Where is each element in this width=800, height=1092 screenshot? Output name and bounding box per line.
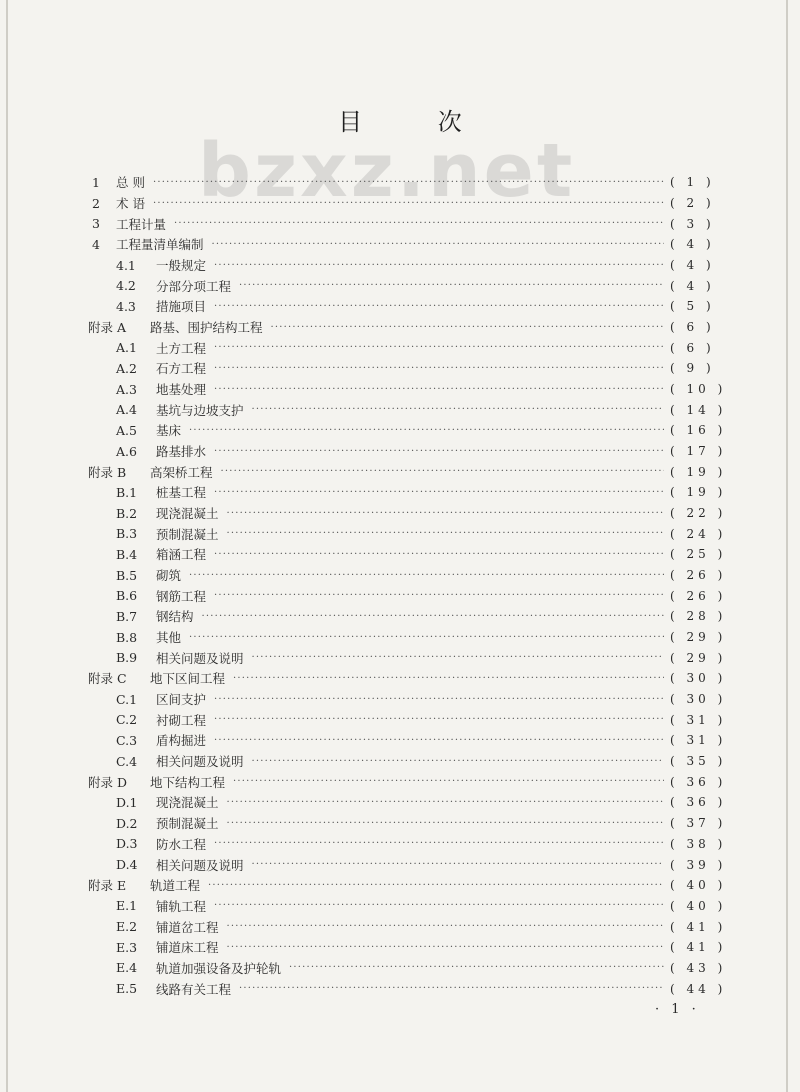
toc-entry-page: ( 25 ): [670, 547, 727, 562]
toc-entry[interactable]: [0, 358, 800, 379]
toc-entry-page: ( 6 ): [670, 320, 715, 335]
toc-entry-label: 基坑与边坡支护: [156, 402, 244, 418]
toc-entry-label: 铺轨工程: [156, 898, 207, 914]
toc-entry-page: ( 36 ): [670, 774, 727, 789]
toc-entry-page: ( 26 ): [670, 588, 727, 603]
toc-entry-page: ( 37 ): [670, 816, 727, 831]
toc-entry-number: A.4: [116, 402, 137, 418]
toc-entry-label: 铺道岔工程: [156, 919, 219, 935]
dot-leader: [214, 342, 664, 353]
toc-entry-number: 4.2: [116, 278, 136, 294]
dot-leader: [214, 900, 664, 911]
toc-entry-number: 附录 A: [88, 320, 127, 336]
toc-entry-page: ( 10 ): [670, 382, 727, 397]
toc-entry-page: ( 26 ): [670, 568, 727, 583]
toc-entry-page: ( 14 ): [670, 402, 727, 417]
toc-entry-page: ( 28 ): [670, 609, 727, 624]
toc-entry-page: ( 4 ): [670, 258, 715, 273]
toc-entry[interactable]: [0, 193, 800, 214]
toc-entry-label: 相关问题及说明: [156, 754, 244, 770]
dot-leader: [227, 921, 664, 932]
toc-entry-label: 地下区间工程: [150, 671, 226, 687]
toc-entry-number: B.8: [116, 629, 138, 645]
toc-entry-label: 现浇混凝土: [156, 795, 219, 811]
toc-entry[interactable]: [0, 213, 800, 234]
toc-entry-label: 预制混凝土: [156, 526, 219, 542]
toc-entry[interactable]: [0, 751, 800, 772]
toc-entry-number: E.4: [116, 960, 138, 976]
toc-entry-label: 总 则: [116, 175, 145, 191]
toc-entry-number: A.6: [116, 443, 137, 459]
toc-entry-number: 1: [92, 174, 100, 190]
toc-entry-number: 附录 B: [88, 464, 127, 480]
toc-entry[interactable]: [0, 730, 800, 751]
toc-entry-page: ( 44 ): [670, 981, 727, 996]
toc-entry-label: 相关问题及说明: [156, 857, 244, 873]
dot-leader: [252, 756, 664, 767]
toc-entry-page: ( 31 ): [670, 733, 727, 748]
toc-entry[interactable]: [0, 792, 800, 813]
toc-entry-number: B.9: [116, 650, 138, 666]
toc-entry-label: 线路有关工程: [156, 981, 232, 997]
toc-entry-number: B.6: [116, 588, 138, 604]
toc-entry-number: A.3: [116, 381, 137, 397]
toc-entry-number: A.5: [116, 422, 137, 438]
toc-entry-number: 4.3: [116, 298, 136, 314]
toc-entry-page: ( 4 ): [670, 278, 715, 293]
toc-entry-page: ( 36 ): [670, 795, 727, 810]
toc-entry[interactable]: [0, 441, 800, 462]
toc-entry-page: ( 30 ): [670, 671, 727, 686]
toc-entry-label: 术 语: [116, 196, 145, 211]
toc-entry-page: ( 31 ): [670, 712, 727, 727]
toc-entry-number: 附录 E: [88, 878, 127, 894]
toc-entry[interactable]: [0, 317, 800, 338]
toc-entry-number: B.4: [116, 546, 138, 562]
toc-entry-page: ( 19 ): [670, 485, 727, 500]
dot-leader: [252, 652, 664, 663]
toc-entry-number: B.2: [116, 505, 138, 521]
toc-entry-number: B.5: [116, 567, 138, 583]
toc-entry-page: ( 2 ): [670, 196, 715, 210]
dot-leader: [214, 838, 664, 849]
toc-entry-label: 路基排水: [156, 444, 207, 460]
dot-leader: [289, 962, 664, 973]
dot-leader: [271, 322, 664, 333]
watermark: bzxz.net: [198, 128, 576, 214]
toc-entry-label: 防水工程: [156, 836, 207, 852]
toc-entry-number: D.4: [116, 857, 138, 872]
toc-entry-number: C.3: [116, 732, 138, 748]
toc-entry[interactable]: [0, 709, 800, 730]
dot-leader: [227, 797, 664, 808]
toc-entry-number: C.1: [116, 691, 138, 707]
toc-entry-page: ( 38 ): [670, 836, 727, 851]
toc-entry[interactable]: [0, 379, 800, 400]
toc-entry[interactable]: [0, 503, 800, 524]
toc-entry-label: 箱涵工程: [156, 547, 207, 563]
toc-entry[interactable]: [0, 875, 800, 896]
toc-entry-number: C.4: [116, 753, 138, 769]
toc-entry[interactable]: [0, 234, 800, 255]
toc-entry-label: 铺道床工程: [156, 940, 219, 956]
toc-entry[interactable]: [0, 958, 800, 979]
toc-entry-page: ( 6 ): [670, 340, 715, 355]
dot-leader: [189, 425, 664, 436]
toc-entry-page: ( 1 ): [670, 175, 715, 190]
toc-entry-label: 高架桥工程: [150, 464, 213, 480]
toc-entry[interactable]: [0, 337, 800, 358]
toc-entry[interactable]: [0, 978, 800, 999]
toc-entry[interactable]: [0, 896, 800, 917]
toc-entry-number: B.7: [116, 608, 138, 624]
table-of-contents: [0, 172, 800, 999]
toc-entry-label: 相关问题及说明: [156, 650, 244, 666]
dot-leader: [227, 942, 664, 953]
toc-entry-page: ( 24 ): [670, 526, 727, 541]
dot-leader: [214, 714, 664, 725]
dot-leader: [214, 301, 664, 312]
toc-entry[interactable]: [0, 916, 800, 937]
toc-entry-number: D.3: [116, 836, 138, 852]
toc-entry[interactable]: [0, 255, 800, 276]
toc-entry-label: 路基、围护结构工程: [150, 320, 263, 336]
toc-entry[interactable]: [0, 834, 800, 855]
toc-entry[interactable]: [0, 420, 800, 441]
toc-entry-number: 附录 C: [88, 671, 127, 687]
dot-leader: [239, 280, 664, 291]
toc-entry-number: B.3: [116, 526, 138, 542]
toc-entry-label: 土方工程: [156, 340, 207, 356]
dot-leader: [214, 384, 664, 395]
toc-entry-label: 石方工程: [156, 361, 207, 377]
toc-entry[interactable]: [0, 937, 800, 958]
dot-leader: [214, 590, 664, 601]
dot-leader: [189, 632, 664, 643]
toc-entry-page: ( 22 ): [670, 506, 727, 521]
dot-leader: [214, 735, 664, 746]
toc-entry-label: 地下结构工程: [150, 774, 226, 790]
toc-entry-number: 2: [92, 195, 100, 211]
toc-entry-label: 基床: [156, 423, 182, 439]
toc-entry[interactable]: [0, 771, 800, 792]
toc-entry-label: 其他: [156, 630, 182, 646]
toc-entry[interactable]: [0, 565, 800, 586]
dot-leader: [208, 880, 664, 891]
dot-leader: [227, 508, 664, 519]
toc-entry-page: ( 29 ): [670, 650, 727, 665]
toc-entry-number: 4: [92, 236, 100, 252]
toc-entry-label: 现浇混凝土: [156, 506, 219, 522]
toc-entry-label: 钢结构: [156, 609, 194, 625]
toc-entry[interactable]: [0, 585, 800, 606]
page-number: · 1 ·: [655, 1002, 700, 1017]
dot-leader: [233, 776, 664, 787]
toc-entry-label: 地基处理: [156, 382, 207, 398]
toc-entry[interactable]: [0, 647, 800, 668]
dot-leader: [153, 198, 664, 209]
toc-entry-label: 工程量清单编制: [116, 237, 204, 253]
toc-entry-label: 轨道工程: [150, 878, 201, 894]
toc-entry[interactable]: [0, 606, 800, 627]
toc-entry-label: 砌筑: [156, 568, 182, 584]
toc-entry-page: ( 29 ): [670, 630, 727, 645]
dot-leader: [174, 218, 664, 229]
toc-entry[interactable]: [0, 627, 800, 648]
toc-entry-number: E.2: [116, 919, 138, 935]
dot-leader: [227, 528, 664, 539]
toc-entry-page: ( 43 ): [670, 960, 727, 975]
toc-entry-number: A.2: [116, 360, 137, 376]
toc-entry-label: 盾构掘进: [156, 733, 207, 749]
dot-leader: [212, 239, 664, 250]
toc-entry-page: ( 41 ): [670, 940, 727, 955]
toc-entry-label: 预制混凝土: [156, 816, 219, 832]
toc-entry-number: 附录 D: [88, 774, 127, 790]
toc-entry-label: 工程计量: [116, 216, 167, 232]
toc-entry-number: B.1: [116, 484, 138, 500]
toc-entry[interactable]: [0, 544, 800, 565]
toc-entry-page: ( 40 ): [670, 878, 727, 893]
toc-entry-page: ( 17 ): [670, 444, 727, 459]
page-title: 目 次: [338, 108, 496, 136]
dot-leader: [214, 446, 664, 457]
dot-leader: [153, 177, 664, 188]
toc-entry-number: E.3: [116, 939, 138, 955]
toc-entry-page: ( 3 ): [670, 216, 715, 231]
toc-entry-number: E.5: [116, 981, 138, 997]
dot-leader: [214, 549, 664, 560]
dot-leader: [221, 466, 664, 477]
dot-leader: [239, 983, 664, 994]
toc-entry[interactable]: [0, 172, 800, 193]
dot-leader: [202, 611, 664, 622]
toc-entry-label: 分部分项工程: [156, 278, 232, 294]
toc-entry[interactable]: [0, 668, 800, 689]
toc-entry-label: 一般规定: [156, 258, 207, 274]
toc-entry[interactable]: [0, 689, 800, 710]
toc-entry-label: 轨道加强设备及护轮轨: [156, 960, 282, 976]
toc-entry[interactable]: [0, 523, 800, 544]
toc-entry-label: 措施项目: [156, 299, 207, 315]
dot-leader: [214, 487, 664, 498]
toc-entry[interactable]: [0, 854, 800, 875]
toc-entry-number: A.1: [116, 340, 137, 356]
toc-entry-page: ( 5 ): [670, 299, 715, 314]
toc-entry-number: E.1: [116, 898, 138, 914]
toc-entry-number: D.1: [116, 794, 138, 810]
toc-entry[interactable]: [0, 461, 800, 482]
toc-entry-number: C.2: [116, 712, 138, 728]
dot-leader: [214, 363, 664, 374]
dot-leader: [214, 694, 664, 705]
toc-entry[interactable]: [0, 399, 800, 420]
toc-entry-page: ( 40 ): [670, 898, 727, 913]
dot-leader: [252, 859, 664, 870]
dot-leader: [214, 260, 664, 271]
toc-entry[interactable]: [0, 482, 800, 503]
dot-leader: [189, 570, 664, 581]
toc-entry-number: 4.1: [116, 257, 136, 273]
toc-entry-page: ( 30 ): [670, 692, 727, 707]
toc-entry-number: D.2: [116, 815, 138, 831]
toc-entry[interactable]: [0, 813, 800, 834]
dot-leader: [227, 818, 664, 829]
toc-entry-label: 衬砌工程: [156, 712, 207, 728]
toc-entry-page: ( 41 ): [670, 919, 727, 934]
toc-entry-label: 桩基工程: [156, 485, 207, 501]
toc-entry-page: ( 39 ): [670, 857, 727, 872]
toc-entry-page: ( 9 ): [670, 361, 715, 376]
toc-entry-page: ( 19 ): [670, 464, 727, 479]
toc-entry-number: 3: [92, 216, 100, 232]
toc-entry-label: 区间支护: [156, 692, 207, 708]
toc-entry[interactable]: [0, 296, 800, 317]
toc-entry-page: ( 35 ): [670, 754, 727, 769]
dot-leader: [252, 404, 664, 415]
toc-entry-page: ( 4 ): [670, 237, 715, 252]
toc-entry-label: 钢筋工程: [156, 588, 207, 604]
dot-leader: [233, 673, 664, 684]
toc-entry-page: ( 16 ): [670, 423, 727, 438]
toc-entry[interactable]: [0, 275, 800, 296]
